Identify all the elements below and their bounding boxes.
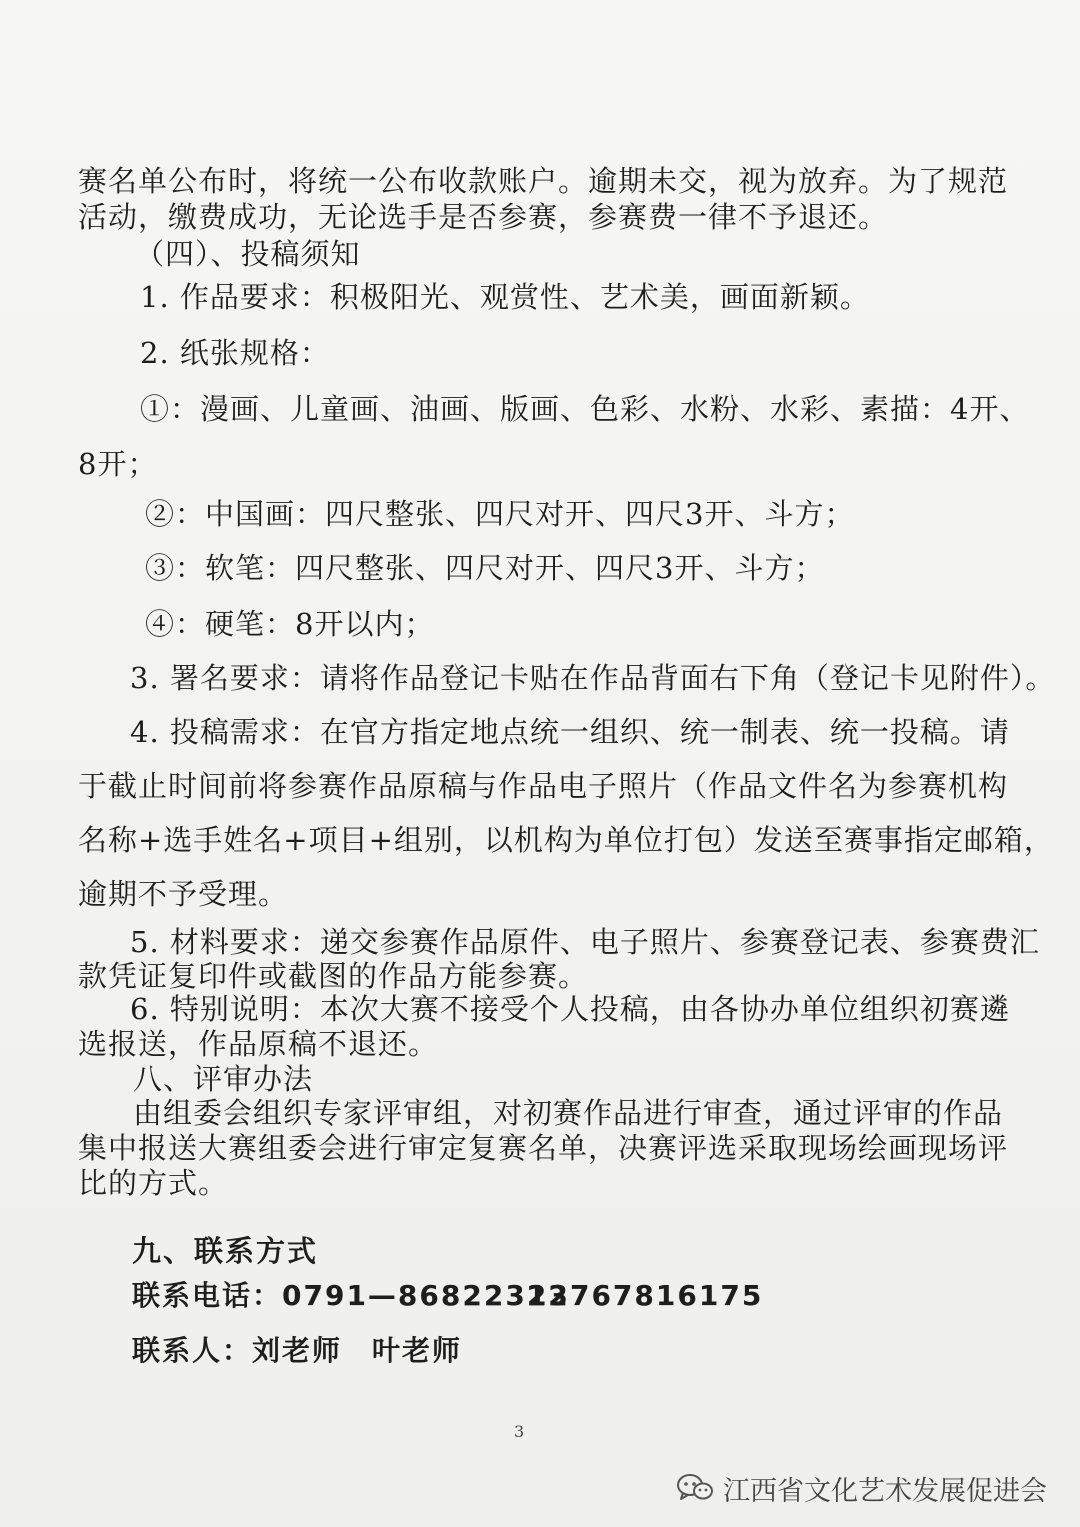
contact-person-line: 联系人：刘老师 叶老师 [132,1334,463,1367]
body-text-line: 2. 纸张规格： [140,336,330,370]
contact-phone-line: 联系电话：0791—86822322 [132,1279,570,1312]
body-text-line: 活动，缴费成功，无论选手是否参赛，参赛费一律不予退还。 [78,200,889,234]
body-text-line: 由组委会组织专家评审组，对初赛作品进行审查，通过评审的作品 [133,1096,1004,1130]
body-text-line: 3. 署名要求：请将作品登记卡贴在作品背面右下角（登记卡见附件）。 [130,661,1056,695]
body-text-line: ③：软笔：四尺整张、四尺对开、四尺3开、斗方； [145,551,825,585]
section-heading: 八、评审办法 [133,1062,314,1096]
body-text-line: 款凭证复印件或截图的作品方能参赛。 [78,959,589,993]
body-text-line: 于截止时间前将参赛作品原稿与作品电子照片（作品文件名为参赛机构 [78,769,1009,803]
body-text-line: 5. 材料要求：递交参赛作品原件、电子照片、参赛登记表、参赛费汇 [130,925,1040,959]
watermark [675,1466,1047,1510]
body-text-line: 比的方式。 [78,1166,229,1200]
body-text-line: 赛名单公布时，将统一公布收款账户。逾期未交，视为放弃。为了规范 [78,164,1009,198]
body-text-line: ①：漫画、儿童画、油画、版画、色彩、水粉、水彩、素描：4开、 [140,392,1030,426]
section-heading: （四）、投稿须知 [135,237,361,271]
body-text-line: 集中报送大赛组委会进行审定复赛名单，决赛评选采取现场绘画现场评 [78,1131,1009,1165]
body-text-line: 选报送，作品原稿不退还。 [78,1027,439,1061]
body-text-line: 名称+选手姓名+项目+组别，以机构为单位打包）发送至赛事指定邮箱， [78,823,1054,857]
section-heading: 九、联系方式 [132,1234,319,1268]
body-text-line: ②：中国画：四尺整张、四尺对开、四尺3开、斗方； [145,497,855,531]
wechat-channel-icon [675,1472,715,1504]
body-text-line: 8开； [78,447,158,481]
body-text-line: 4. 投稿需求：在官方指定地点统一组织、统一制表、统一投稿。请 [130,715,1010,749]
body-text-line: 6. 特别说明：本次大赛不接受个人投稿，由各协办单位组织初赛遴 [130,992,1010,1026]
contact-phone-mobile: 13767816175 [527,1279,764,1312]
body-text-line: 逾期不予受理。 [78,877,289,911]
body-text-line: ④：硬笔：8开以内； [145,607,435,641]
watermark-text: 江西省文化艺术发展促进会 [723,1475,1047,1507]
page-number: 3 [514,1422,525,1441]
body-text-line: 1. 作品要求：积极阳光、观赏性、艺术美，画面新颖。 [140,280,870,314]
